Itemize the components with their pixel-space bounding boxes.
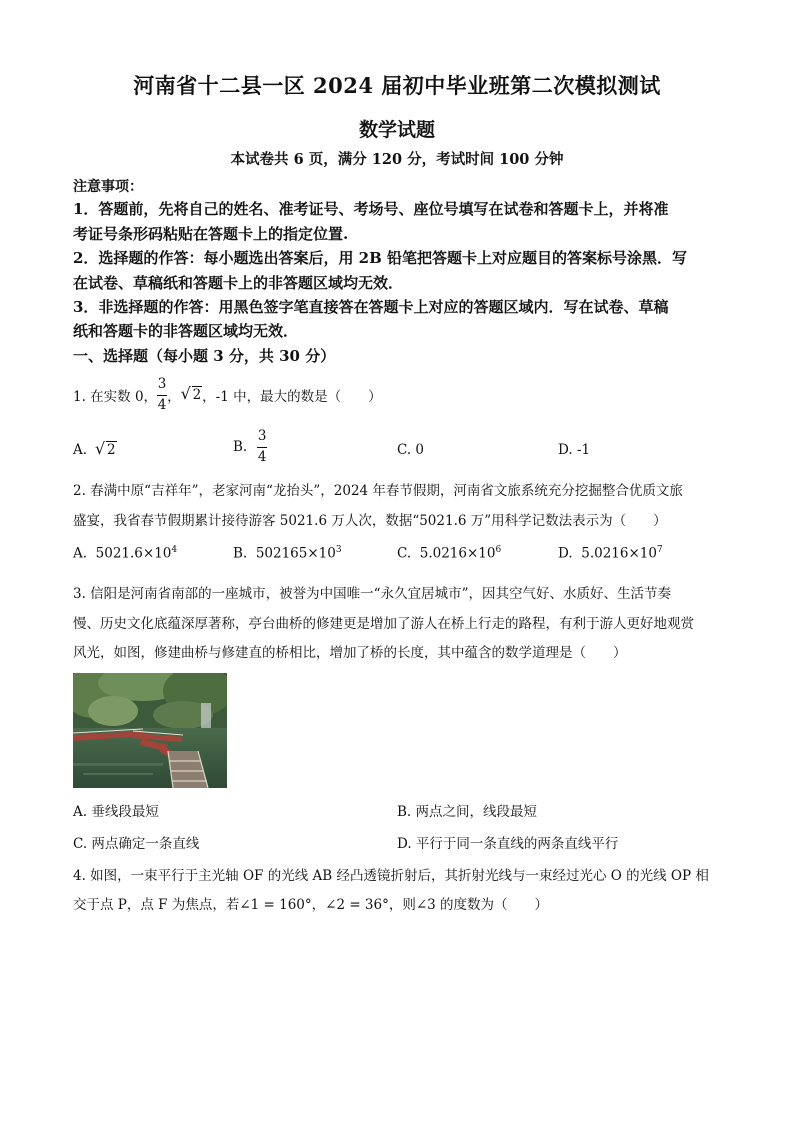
notice-heading: 注意事项： [73,179,143,195]
q1-frac-den: 4 [157,396,167,413]
exam-info: 本试卷共 6 页，满分 120 分，考试时间 100 分钟 [230,151,564,168]
q1-opt-a-sqrt: √ 2 [95,439,116,458]
q2-option-c[interactable] [397,545,501,562]
q1-sep: ， [167,389,181,405]
q1-prefix: 1. 在实数 0， [73,389,158,405]
exam-subtitle: 数学试题 [358,119,435,141]
q3-option-c[interactable]: C. 两点确定一条直线 [73,836,200,852]
notice-line-3b: 纸和答题卡的非答题区域均无效． [73,322,299,340]
q2-opt-b-exp: 3 [335,545,342,555]
section-heading: 一、选择题（每小题 3 分，共 30 分） [73,347,336,365]
q1-opt-b-fraction [257,430,267,464]
q3-line-2: 慢、历史文化底蕴深厚著称，亭台曲桥的修建更是增加了游人在桥上行走的路程，有利于游人更好地观赏 [73,616,694,632]
q2-opt-a-exp: 4 [171,545,178,555]
q1-frac-num: 3 [157,376,167,392]
q2-opt-b-label: B. [233,545,248,562]
q2-opt-c-label: C. [397,545,412,562]
q1-opt-b-label: B. [233,439,248,455]
q1-sqrt-val: 2 [192,387,202,403]
q1-opt-b-den: 4 [257,448,267,465]
notice-line-2a: 2．选择题的作答：每小题选出答案后，用 2B 铅笔把答题卡上对应题目的答案标号涂黑．写 [73,249,688,267]
q1-fraction [157,378,167,412]
q1-suffix: ，-1 中，最大的数是（ ） [202,389,382,405]
q1-opt-b-num: 3 [257,428,267,444]
q2-option-a[interactable] [73,545,177,562]
q3-option-a[interactable]: A. 垂线段最短 [73,804,159,820]
q2-opt-c-base: 5.0216×10 [419,545,496,562]
q3-option-b[interactable]: B. 两点之间，线段最短 [397,804,538,820]
notice-line-2b: 在试卷、草稿纸和答题卡上的非答题区域均无效． [73,274,404,292]
q3-option-d[interactable]: D. 平行于同一条直线的两条直线平行 [397,836,619,852]
q1-option-a[interactable] [73,439,117,458]
q1-option-c[interactable]: C. 0 [397,442,425,458]
q2-option-b[interactable] [233,545,342,562]
notice-line-1b: 考证号条形码粘贴在答题卡上的指定位置. [73,225,349,243]
q2-opt-d-exp: 7 [656,545,663,555]
q4-line-1: 4. 如图，一束平行于主光轴 OF 的光线 AB 经凸透镜折射后，其折射光线与一束经过光心 O 的光线 OP 相 [73,868,709,884]
q2-opt-d-label: D. [558,545,573,562]
q2-line-2: 盛宴，我省春节假期累计接待游客 5021.6 万人次，数据“5021.6 万”用科学记数法表示为（ ） [73,513,667,529]
q4-line-2: 交于点 P，点 F 为焦点，若∠1 = 160°，∠2 = 36°，则∠3 的度数为（ ） [73,897,549,913]
q3-line-1: 3. 信阳是河南省南部的一座城市，被誉为中国唯一“永久宜居城市”，因其空气好、水质好、生活节奏 [73,586,671,602]
q1-opt-a-val: 2 [107,442,116,458]
question-1 [73,378,382,412]
q3-line-3: 风光，如图，修建曲桥与修建直的桥相比，增加了桥的长度，其中蕴含的数学道理是（ ） [73,645,627,661]
q1-option-b[interactable] [233,430,267,464]
exam-title: 河南省十二县一区 2024 届初中毕业班第二次模拟测试 [133,73,661,98]
q2-opt-c-exp: 6 [495,545,502,555]
q2-option-d[interactable] [558,545,663,562]
q1-option-d[interactable]: D. -1 [558,442,591,458]
notice-line-1a: 1．答题前，先将自己的姓名、准考证号、考场号、座位号填写在试卷和答题卡上，并将准 [73,200,669,218]
q2-opt-d-base: 5.0216×10 [581,545,657,562]
q1-opt-a-label: A. [73,442,88,458]
q2-opt-b-base: 502165×10 [255,545,336,562]
q2-line-1: 2. 春满中原“吉祥年”，老家河南“龙抬头”，2024 年春节假期，河南省文旅系统充分挖掘整合优质文旅 [73,483,683,499]
notice-line-3a: 3．非选择题的作答：用黑色签字笔直接答在答题卡上对应的答题区域内．写在试卷、草稿 [73,298,669,316]
q1-sqrt: √ 2 [180,384,202,403]
q2-opt-a-base: 5021.6×10 [95,545,172,562]
zigzag-bridge-photo [73,673,227,788]
q2-opt-a-label: A. [73,545,88,562]
